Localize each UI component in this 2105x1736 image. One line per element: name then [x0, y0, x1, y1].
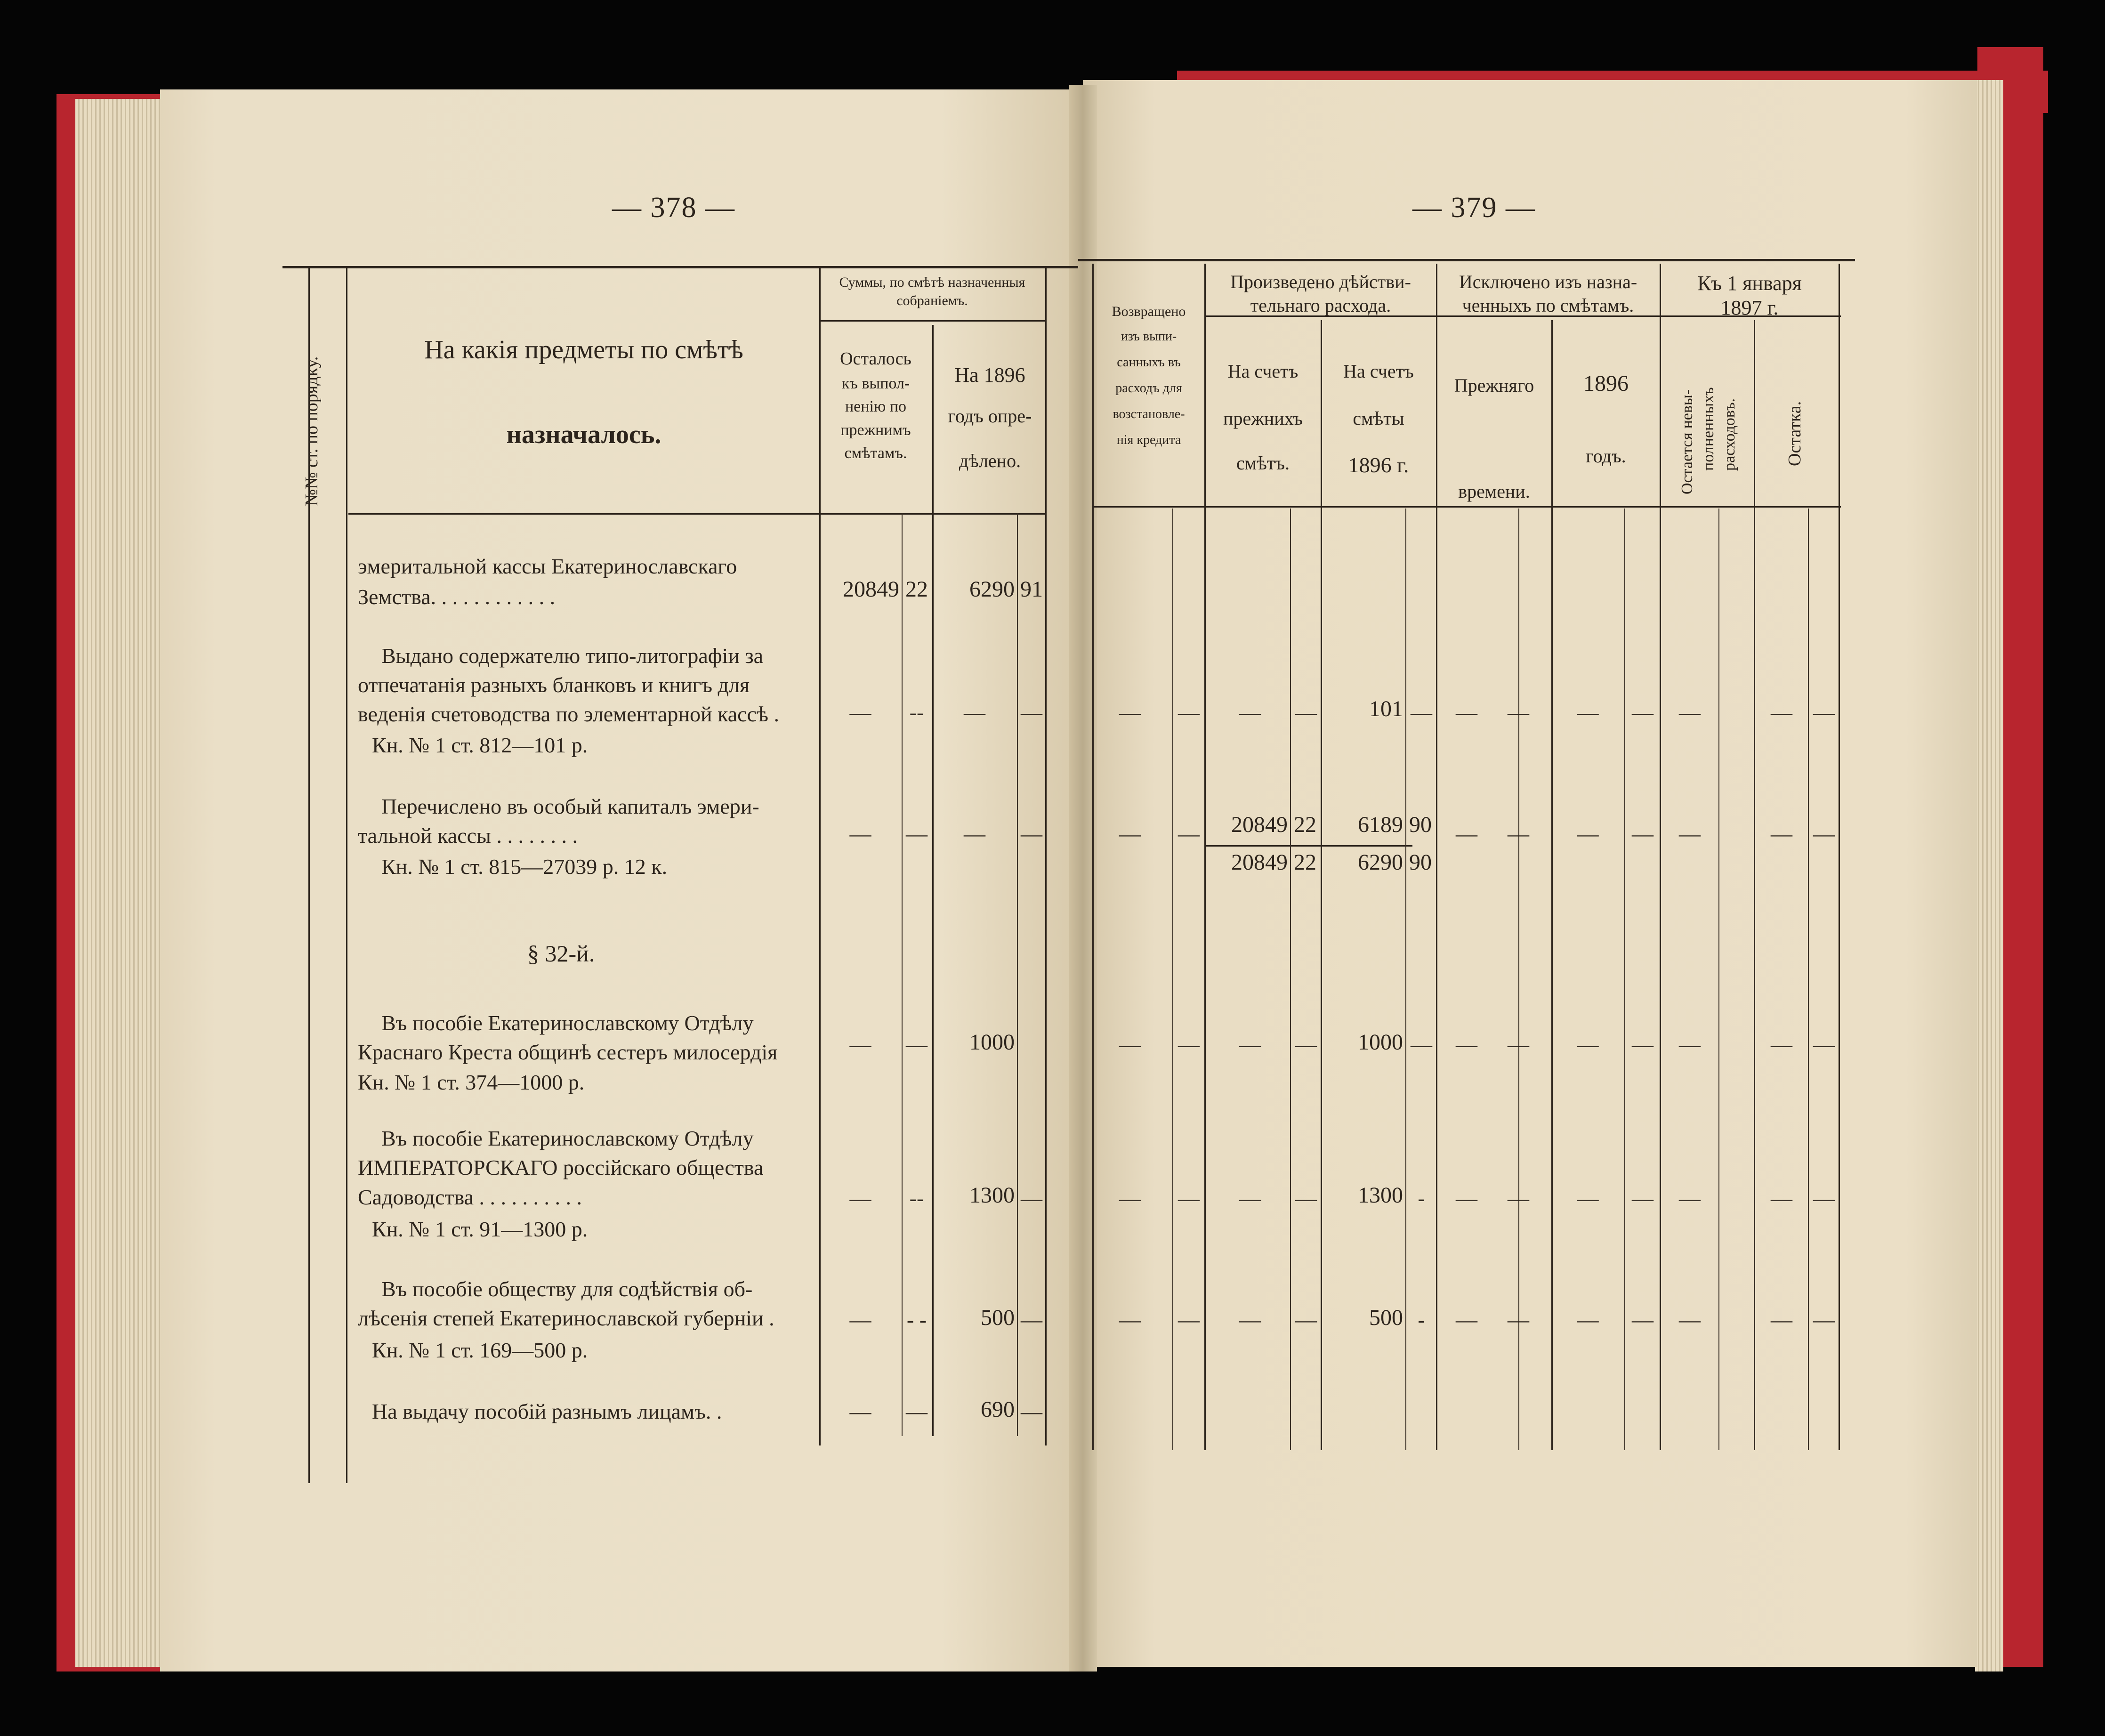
- cell-assigned-kop: —: [1021, 1308, 1042, 1332]
- header-1896year-line: годъ.: [1586, 445, 1626, 467]
- header-returned-line: нія кредита: [1116, 433, 1181, 447]
- row-text-line: эмеритальной кассы Екатеринославскаго: [358, 554, 737, 578]
- cell-remaining: —: [849, 700, 871, 724]
- col-divider: [1754, 320, 1755, 1450]
- col-divider: [1660, 264, 1661, 1450]
- cell-assigned: 1000: [969, 1030, 1015, 1055]
- cell: —: [1456, 1186, 1477, 1210]
- cell: —: [1577, 1186, 1599, 1210]
- cell: 6189: [1358, 812, 1403, 837]
- table-top-rule: [282, 266, 1078, 268]
- cell: —: [1119, 822, 1141, 846]
- row-text-line: Выдано содержателю типо-литографіи за: [381, 644, 764, 668]
- cell: 20849: [1231, 812, 1288, 837]
- cell: —: [1813, 1032, 1835, 1056]
- kopeck-divider: [902, 513, 903, 1436]
- cell: —: [1508, 1032, 1529, 1056]
- cell-remaining: —: [849, 1186, 871, 1210]
- cell: —: [1456, 1032, 1477, 1056]
- header-prevtime-line: Прежняго: [1454, 375, 1534, 396]
- cell: —: [1508, 700, 1529, 724]
- header-remaining-line: смѣтамъ.: [844, 444, 907, 462]
- row-text-line: Въ пособіе Екатеринославскому Отдѣлу: [381, 1126, 754, 1150]
- cell: —: [1456, 1308, 1477, 1332]
- header-excluded-line: Исключено изъ назна-: [1459, 271, 1637, 292]
- table-top-rule: [1078, 259, 1855, 261]
- left-page: [160, 89, 1078, 1671]
- cell: —: [1813, 700, 1835, 724]
- row-text-line: Кн. № 1 ст. 91—1300 р.: [372, 1217, 588, 1241]
- row-text-line: Перечислено въ особый капиталъ эмери-: [381, 794, 759, 818]
- cell: 101: [1369, 696, 1403, 721]
- col-divider: [1045, 268, 1047, 1445]
- cell-assigned: 1300: [969, 1183, 1015, 1208]
- row-text-line: Кн. № 1 ст. 812—101 р.: [372, 733, 588, 757]
- cell: —: [1295, 700, 1317, 724]
- header-actual-line: Произведено дѣйстви-: [1230, 271, 1411, 292]
- header-unfulfilled-line: Остается невы-: [1678, 389, 1696, 494]
- header-returned-line: санныхъ въ: [1117, 355, 1181, 370]
- header-returned-line: возстановле-: [1113, 407, 1185, 421]
- cell: —: [1679, 822, 1701, 846]
- cell: —: [1632, 700, 1653, 724]
- total-prev: 20849: [1231, 850, 1288, 875]
- cell-assigned-kop: —: [1021, 700, 1042, 724]
- col-divider: [1321, 320, 1322, 1450]
- cell-remaining-kop: —: [906, 1032, 927, 1056]
- row-text-line: Краснаго Креста общинѣ сестеръ милосердія: [358, 1040, 778, 1064]
- cell: —: [1456, 700, 1477, 724]
- cell: —: [1119, 1186, 1141, 1210]
- header-returned-line: Возвращено: [1112, 304, 1186, 319]
- header-returned-line: расходъ для: [1115, 381, 1182, 396]
- kopeck-divider: [1017, 513, 1018, 1436]
- cell: —: [1813, 822, 1835, 846]
- row-text-line: ИМПЕРАТОРСКАГО россійскаго общества: [358, 1155, 764, 1179]
- header-prev-line: прежнихъ: [1223, 408, 1303, 429]
- row-text-line: Въ пособіе Екатеринославскому Отдѣлу: [381, 1011, 754, 1035]
- cell-remaining-kop: —: [906, 1399, 927, 1423]
- header-1896-line: дѣлено.: [959, 450, 1021, 471]
- cell-remaining-kop: --: [909, 1186, 924, 1210]
- kopeck-divider: [1718, 509, 1719, 1450]
- kopeck-divider: [1808, 509, 1809, 1450]
- cell: —: [1178, 700, 1200, 724]
- header-prevtime-line: времени.: [1458, 481, 1530, 502]
- cell: —: [1813, 1308, 1835, 1332]
- cell-assigned: 6290: [969, 577, 1015, 602]
- cell: 90: [1409, 812, 1432, 837]
- header-bottom-rule: [348, 513, 1045, 515]
- cell: —: [1679, 1032, 1701, 1056]
- row-text-line: Въ пособіе обществу для содѣйствія об-: [381, 1277, 753, 1301]
- cell: —: [1119, 700, 1141, 724]
- group-header-rule: [819, 320, 1045, 322]
- header-remaining-line: ненію по: [845, 398, 907, 416]
- cell-remaining: 20849: [843, 577, 899, 602]
- header-remaining-line: прежнимъ: [840, 421, 911, 439]
- header-1896-line: На счетъ: [1343, 361, 1414, 382]
- row-text-line: тальной кассы . . . . . . . .: [358, 824, 578, 848]
- row-text-line: Садоводства . . . . . . . . . .: [358, 1185, 582, 1209]
- col-divider: [346, 268, 347, 1483]
- cell: —: [1771, 1186, 1792, 1210]
- header-prev-line: смѣтъ.: [1236, 452, 1290, 474]
- cell: —: [1679, 700, 1701, 724]
- cell: 1000: [1358, 1030, 1403, 1055]
- header-1896year-line: 1896: [1583, 371, 1629, 396]
- kopeck-divider: [1290, 509, 1291, 1450]
- cell: —: [1577, 700, 1599, 724]
- header-remaining: [822, 346, 930, 465]
- cell: —: [1508, 1308, 1529, 1332]
- header-subject-line1: На какія предметы по смѣтѣ: [424, 335, 743, 364]
- header-excluded-line: ченныхъ по смѣтамъ.: [1462, 295, 1634, 316]
- col-divider: [1551, 320, 1553, 1450]
- header-remaining-line: къ выпол-: [841, 375, 910, 393]
- cell: —: [1119, 1032, 1141, 1056]
- cell: —: [1632, 1186, 1653, 1210]
- left-page-edges: [75, 99, 169, 1667]
- cell: —: [1411, 1032, 1432, 1056]
- kopeck-divider: [1405, 509, 1406, 1450]
- row-text-line: Кн. № 1 ст. 815—27039 р. 12 к.: [381, 855, 668, 879]
- total-rule: [1205, 845, 1412, 847]
- col-divider: [1839, 264, 1840, 1450]
- header-1896-line: смѣты: [1353, 408, 1404, 429]
- page-number-right: — 379 —: [1412, 192, 1536, 224]
- row-text-line: отпечатанія разныхъ бланковъ и книгъ для: [358, 673, 750, 697]
- cell: —: [1239, 1186, 1261, 1210]
- cell-assigned: 500: [981, 1305, 1015, 1330]
- cell-remaining-kop: - -: [906, 1308, 927, 1332]
- cell: —: [1239, 1308, 1261, 1332]
- header-returned-line: изъ выпи-: [1121, 329, 1177, 344]
- cell-assigned: —: [964, 822, 985, 846]
- header-actual-line: тельнаго расхода.: [1250, 295, 1391, 316]
- row-text-line: Кн. № 1 ст. 169—500 р.: [372, 1338, 588, 1362]
- header-subject-line2: назначалось.: [506, 420, 661, 449]
- row-text-line: лѣсенія степей Екатеринославской губерніи .: [358, 1306, 774, 1330]
- cell: —: [1632, 822, 1653, 846]
- header-prev-line: На счетъ: [1227, 361, 1298, 382]
- cell: —: [1178, 822, 1200, 846]
- total-1896: 6290: [1358, 850, 1403, 875]
- col-divider: [932, 325, 934, 1436]
- cell: —: [1295, 1186, 1317, 1210]
- cell: —: [1119, 1308, 1141, 1332]
- cell: —: [1178, 1032, 1200, 1056]
- cell: —: [1239, 700, 1261, 724]
- cell: —: [1456, 822, 1477, 846]
- section-heading: § 32-й.: [527, 940, 595, 967]
- header-row-number: №№ ст. по порядку.: [302, 356, 322, 506]
- cell: —: [1632, 1032, 1653, 1056]
- cell: —: [1679, 1308, 1701, 1332]
- cell-assigned: —: [964, 700, 985, 724]
- cell: 1300: [1358, 1183, 1403, 1208]
- cell: —: [1771, 1032, 1792, 1056]
- cell-remaining: —: [849, 1399, 871, 1423]
- cell-assigned-kop: —: [1021, 1186, 1042, 1210]
- cell: —: [1508, 1186, 1529, 1210]
- cell: —: [1771, 822, 1792, 846]
- total-prev-kop: 22: [1294, 850, 1316, 875]
- cell-assigned-kop: —: [1021, 822, 1042, 846]
- cell: —: [1679, 1186, 1701, 1210]
- row-text-line: На выдачу пособій разнымъ лицамъ. .: [372, 1399, 722, 1423]
- cell-assigned-kop: 91: [1020, 577, 1043, 602]
- cell-remaining-kop: --: [909, 700, 924, 724]
- cell-remaining: —: [849, 1308, 871, 1332]
- cell-remaining: —: [849, 822, 871, 846]
- header-unfulfilled-line: полненныхъ: [1700, 387, 1717, 471]
- cell-remaining-kop: —: [906, 822, 927, 846]
- header-remaining-line: Осталось: [840, 349, 911, 369]
- cell: —: [1178, 1186, 1200, 1210]
- header-balance: Остатка.: [1785, 401, 1805, 466]
- cell: 22: [1294, 812, 1316, 837]
- header-1896-line: 1896 г.: [1348, 453, 1409, 477]
- right-page-edges: [1975, 80, 2003, 1671]
- cell-remaining-kop: 22: [905, 577, 928, 602]
- header-jan-line: Къ 1 января: [1697, 272, 1802, 295]
- cell: —: [1411, 700, 1432, 724]
- cell: —: [1771, 1308, 1792, 1332]
- kopeck-divider: [1624, 509, 1625, 1450]
- cell: 500: [1369, 1305, 1403, 1330]
- header-jan-line: 1897 г.: [1720, 296, 1779, 319]
- cell: —: [1771, 700, 1792, 724]
- col-divider: [1204, 264, 1206, 1450]
- cell-remaining: —: [849, 1032, 871, 1056]
- row-text-line: Земства. . . . . . . . . . . .: [358, 585, 556, 609]
- page-number-left: — 378 —: [612, 192, 735, 224]
- cell: —: [1577, 822, 1599, 846]
- cell: -: [1418, 1308, 1425, 1332]
- cell: —: [1632, 1308, 1653, 1332]
- row-text-line: веденія счетоводства по элементарной кассѣ .: [358, 702, 779, 726]
- cell: —: [1813, 1186, 1835, 1210]
- cell: —: [1295, 1032, 1317, 1056]
- header-group-sums: Суммы, по смѣтѣ назначенныя собраніемъ.: [839, 275, 1025, 308]
- cell: —: [1508, 822, 1529, 846]
- row-text-line: Кн. № 1 ст. 374—1000 р.: [358, 1070, 585, 1094]
- col-divider: [1436, 264, 1437, 1450]
- kopeck-divider: [1172, 509, 1173, 1450]
- col-divider: [819, 268, 821, 1445]
- header-1896-line: На 1896: [954, 363, 1025, 387]
- header-unfulfilled-line: расходовъ.: [1721, 398, 1738, 471]
- col-divider: [1092, 264, 1094, 1450]
- cell: —: [1178, 1308, 1200, 1332]
- cell-assigned-kop: —: [1021, 1399, 1042, 1423]
- total-1896-kop: 90: [1409, 850, 1432, 875]
- cell: —: [1577, 1308, 1599, 1332]
- cell: —: [1239, 1032, 1261, 1056]
- cell: —: [1295, 1308, 1317, 1332]
- header-1896-line: годъ опре-: [948, 405, 1032, 427]
- cell: -: [1418, 1186, 1425, 1210]
- cell-assigned: 690: [981, 1397, 1015, 1422]
- cell: —: [1577, 1032, 1599, 1056]
